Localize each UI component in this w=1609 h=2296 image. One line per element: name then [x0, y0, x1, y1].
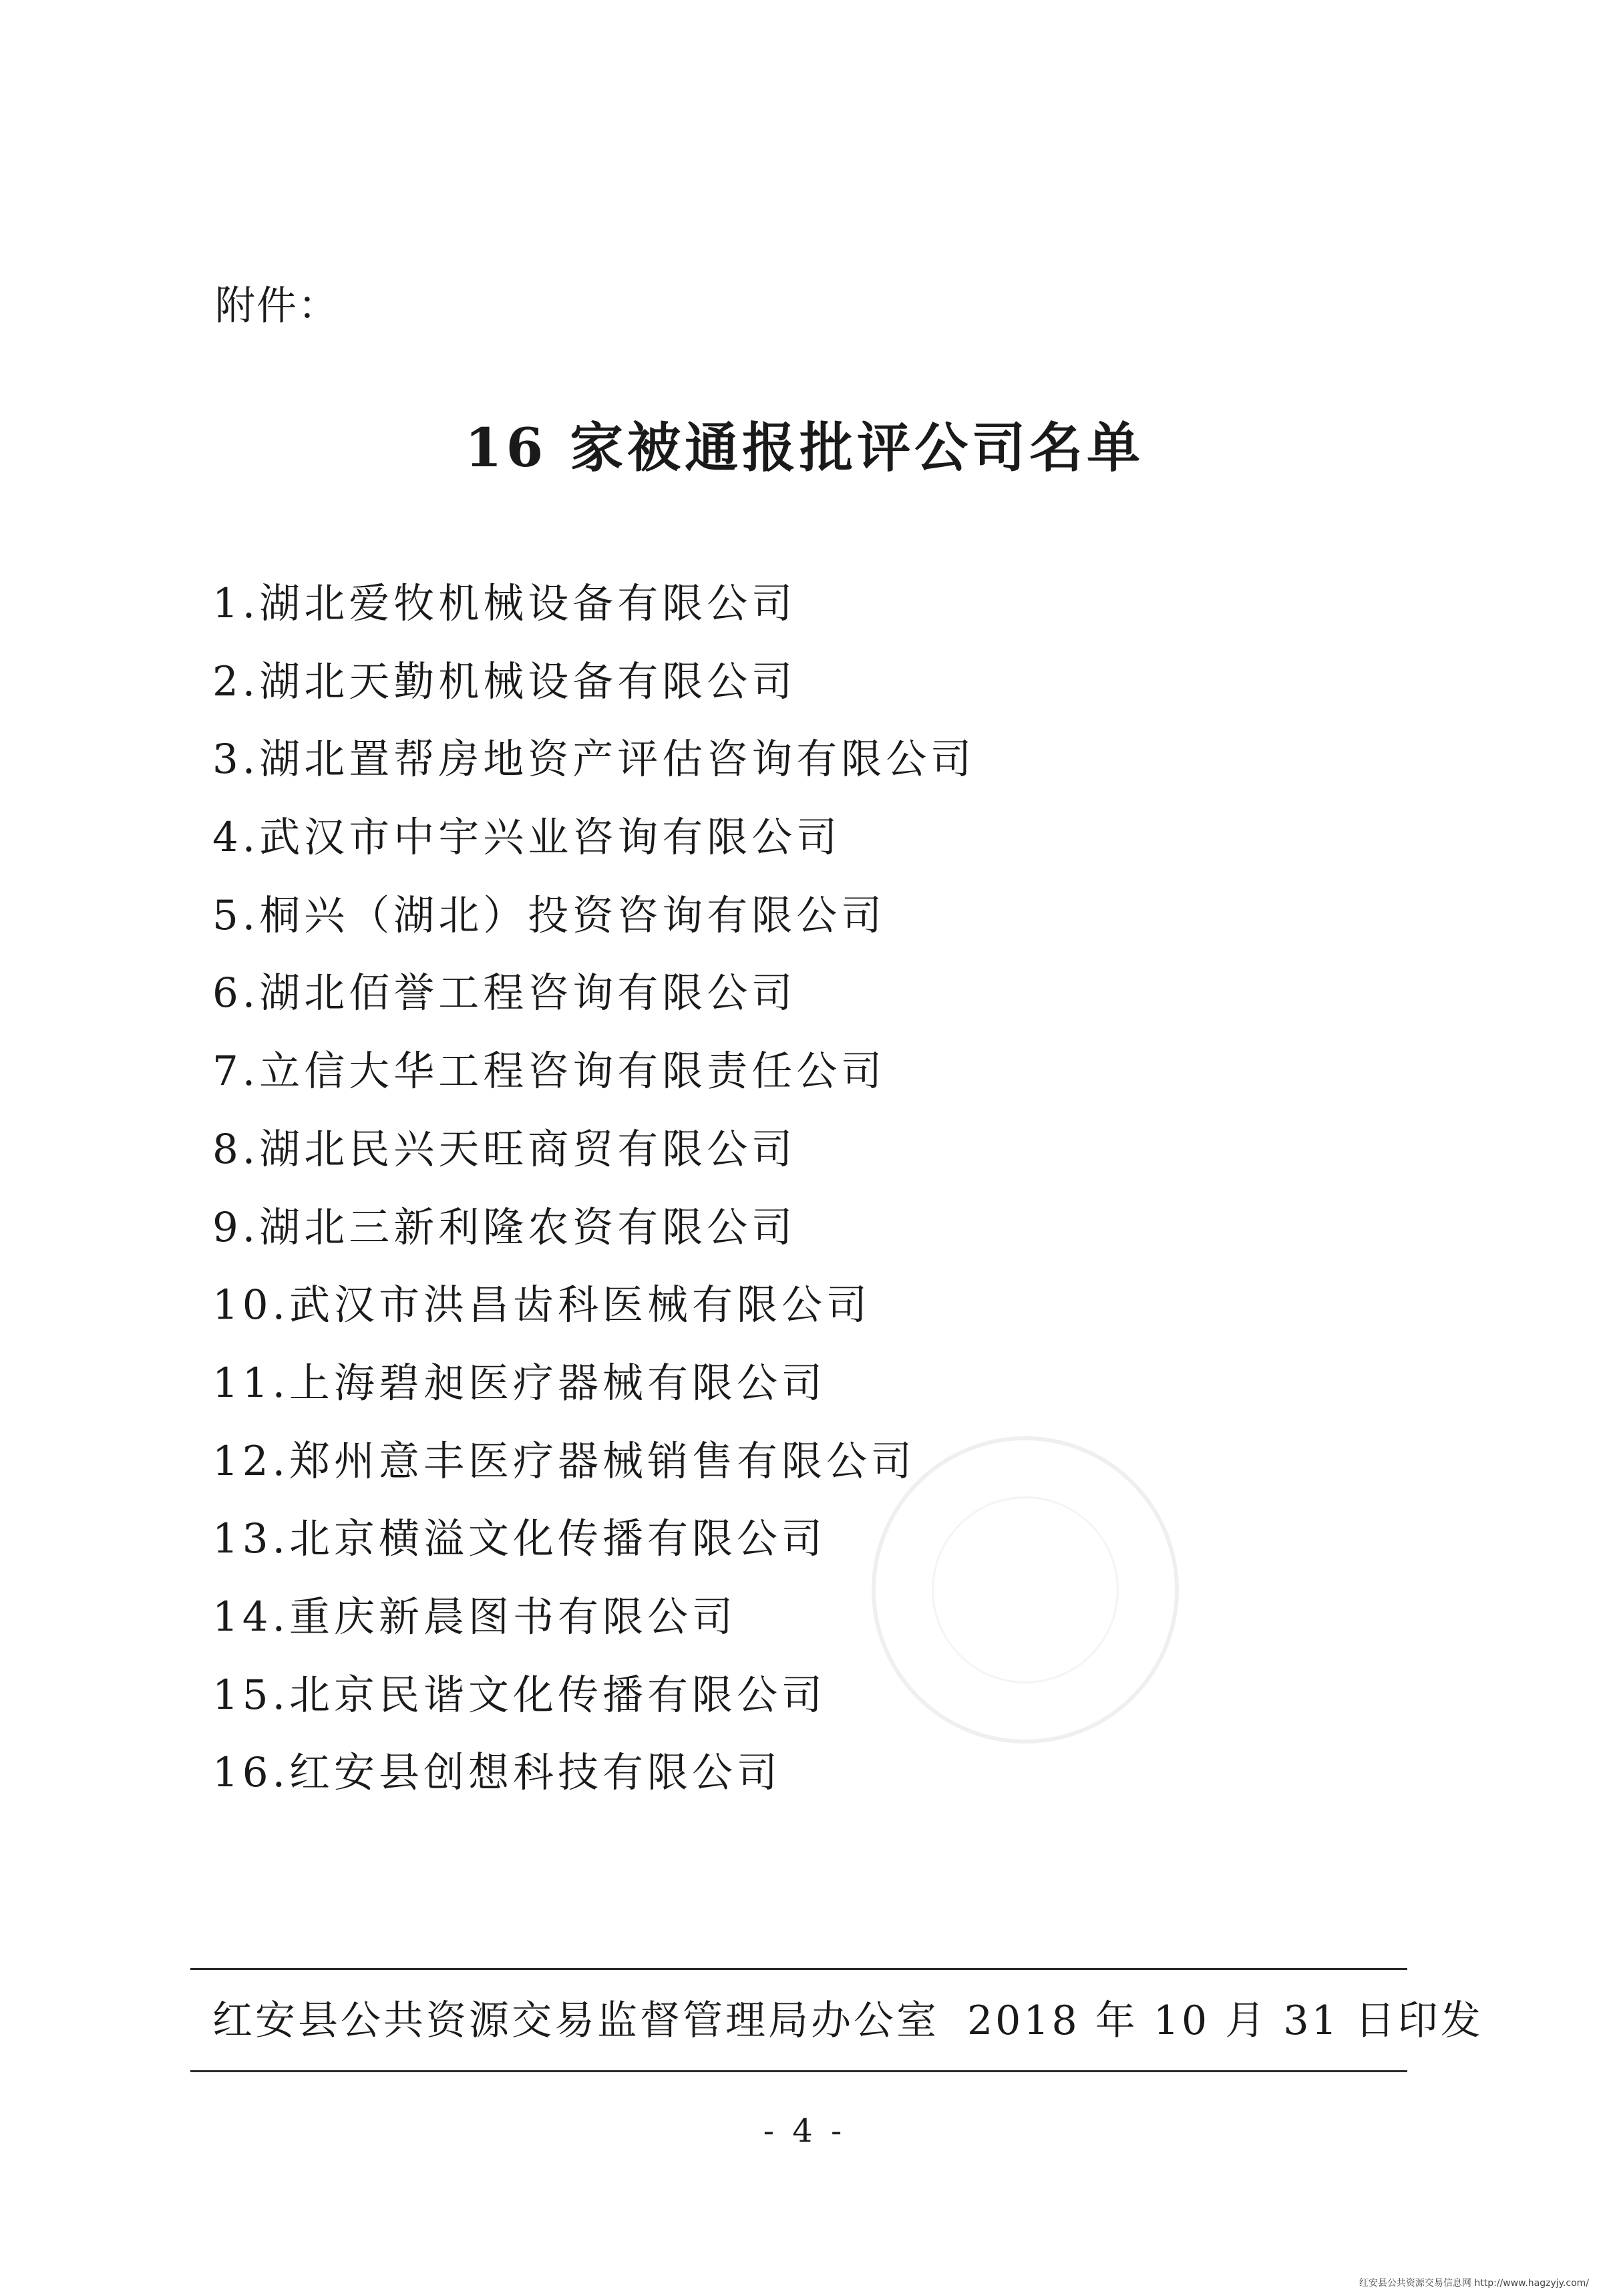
- company-item: 1.湖北爱牧机械设备有限公司: [212, 580, 797, 627]
- company-item: 5.桐兴（湖北）投资咨询有限公司: [212, 891, 886, 939]
- page-number: - 4 -: [763, 2112, 846, 2150]
- company-item: 3.湖北置帮房地资产评估咨询有限公司: [212, 735, 976, 784]
- company-item: 14.重庆新晨图书有限公司: [212, 1593, 737, 1641]
- company-item: 11.上海碧昶医疗器械有限公司: [212, 1359, 827, 1407]
- company-list: [212, 565, 975, 1812]
- company-item: 13.北京横溢文化传播有限公司: [212, 1515, 827, 1563]
- document-title: 16 家被通报批评公司名单: [464, 416, 1145, 479]
- attachment-label: 附件：: [215, 283, 339, 329]
- footer-top-rule: [190, 1968, 1407, 1970]
- footer-bottom-rule: [190, 2070, 1407, 2072]
- company-item: 2.湖北天勤机械设备有限公司: [212, 657, 797, 705]
- issuer-name: 红安县公共资源交易监督管理局办公室: [212, 1997, 939, 2044]
- website-watermark: 红安县公共资源交易信息网 http://www.hagzyjy.com/: [1359, 2278, 1589, 2289]
- issue-date: 2018 年 10 月 31 日印发: [967, 1997, 1483, 2044]
- company-item: 12.郑州意丰医疗器械销售有限公司: [212, 1437, 916, 1485]
- company-item: 4.武汉市中宇兴业咨询有限公司: [212, 814, 842, 862]
- company-item: 16.红安县创想科技有限公司: [212, 1749, 782, 1797]
- company-item: 6.湖北佰誉工程咨询有限公司: [212, 969, 797, 1017]
- company-item: 10.武汉市洪昌齿科医械有限公司: [212, 1281, 872, 1329]
- company-item: 8.湖北民兴天旺商贸有限公司: [212, 1125, 797, 1173]
- company-item: 15.北京民谐文化传播有限公司: [212, 1671, 827, 1719]
- company-item: 7.立信大华工程咨询有限责任公司: [212, 1047, 886, 1096]
- company-item: 9.湖北三新利隆农资有限公司: [212, 1203, 797, 1251]
